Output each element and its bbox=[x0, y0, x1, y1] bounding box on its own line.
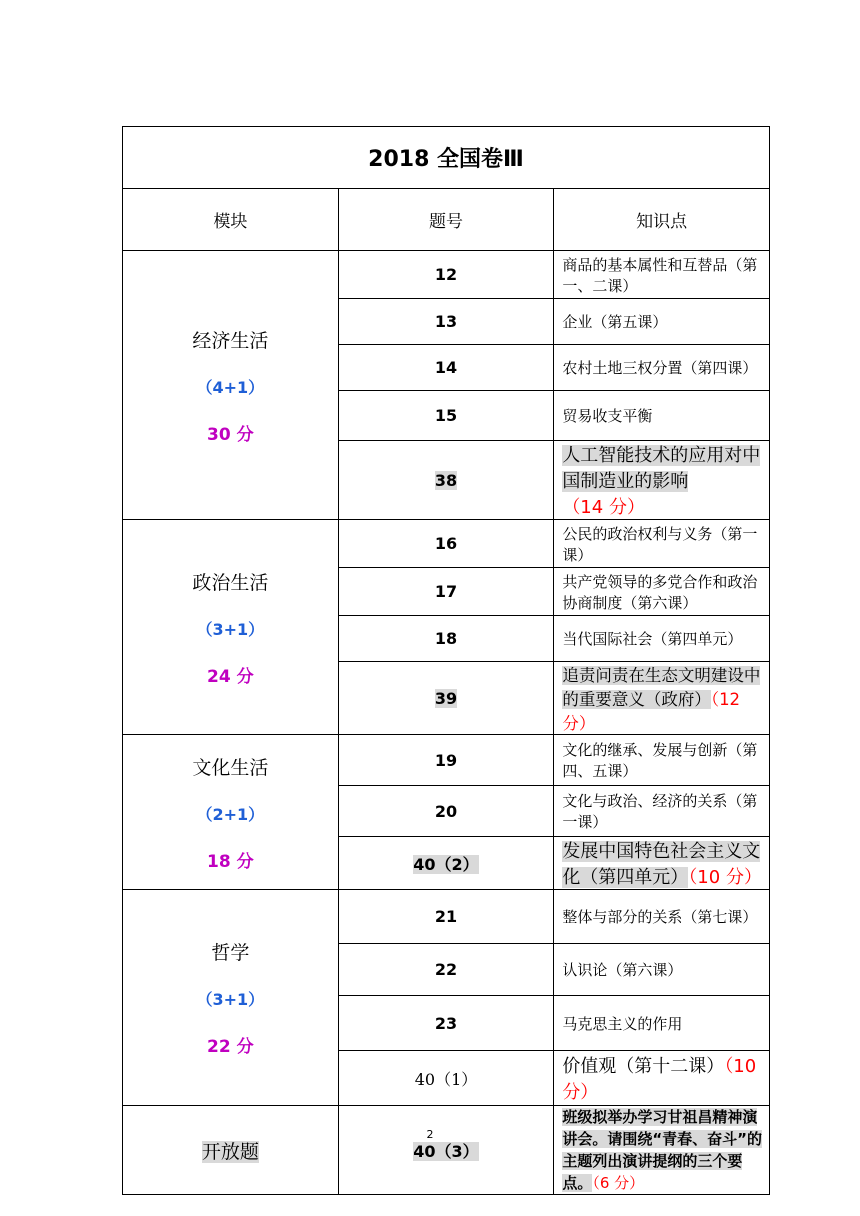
module-cell-philosophy bbox=[123, 890, 339, 1106]
highlighted-number: 40（3） bbox=[413, 1141, 479, 1161]
question-number: 14 bbox=[338, 345, 554, 391]
knowledge-point: 认识论（第六课） bbox=[554, 944, 770, 996]
knowledge-point: 整体与部分的关系（第七课） bbox=[554, 890, 770, 944]
module-name: 经济生活 bbox=[192, 329, 269, 352]
module-count: （3+1） bbox=[196, 619, 265, 639]
highlighted-number: 39 bbox=[434, 688, 458, 708]
points-label: （10 分） bbox=[688, 867, 762, 888]
knowledge-point: 马克思主义的作用 bbox=[554, 996, 770, 1051]
module-count: （3+1） bbox=[196, 990, 265, 1009]
header-module: 模块 bbox=[123, 189, 339, 251]
major-question-text: 人工智能技术的应用对中国制造业的影响 bbox=[562, 445, 761, 492]
question-number: 16 bbox=[338, 520, 554, 568]
header-knowledge: 知识点 bbox=[554, 189, 770, 251]
points-label: （14 分） bbox=[562, 497, 645, 518]
knowledge-point: 企业（第五课） bbox=[554, 299, 770, 345]
header-number: 题号 bbox=[338, 189, 554, 251]
module-cell-culture bbox=[123, 735, 339, 890]
knowledge-point: 商品的基本属性和互替品（第一、二课） bbox=[554, 251, 770, 299]
knowledge-point-major bbox=[554, 1051, 770, 1106]
question-number-major: 40（1） bbox=[338, 1051, 554, 1106]
question-number: 15 bbox=[338, 391, 554, 441]
knowledge-point: 文化与政治、经济的关系（第一课） bbox=[554, 786, 770, 837]
knowledge-point: 贸易收支平衡 bbox=[554, 391, 770, 441]
knowledge-point-major bbox=[554, 441, 770, 520]
knowledge-point-major bbox=[554, 837, 770, 890]
knowledge-point: 共产党领导的多党合作和政治协商制度（第六课） bbox=[554, 568, 770, 616]
page-number: 2 bbox=[426, 1128, 434, 1141]
highlighted-number: 40（2） bbox=[413, 854, 479, 874]
knowledge-point: 农村土地三权分置（第四课） bbox=[554, 345, 770, 391]
points-label: （6 分） bbox=[592, 1174, 645, 1192]
module-name: 开放题 bbox=[201, 1140, 259, 1163]
knowledge-point-major bbox=[554, 662, 770, 735]
question-number: 18 bbox=[338, 616, 554, 662]
question-number: 17 bbox=[338, 568, 554, 616]
knowledge-point-major bbox=[554, 1106, 770, 1195]
question-number-major bbox=[338, 1106, 554, 1195]
question-number: 12 bbox=[338, 251, 554, 299]
major-question-text: 班级拟举办学习甘祖昌精神演讲会。请围绕“青春、奋斗”的主题列出演讲提纲的三个要点。 bbox=[562, 1108, 763, 1192]
module-cell-economy bbox=[123, 251, 339, 520]
table-title: 2018 全国卷Ⅲ bbox=[123, 127, 770, 189]
question-number-major bbox=[338, 662, 554, 735]
exam-table bbox=[122, 126, 770, 1195]
knowledge-point: 公民的政治权利与义务（第一课） bbox=[554, 520, 770, 568]
major-question-text: 价值观（第十二课） bbox=[562, 1056, 725, 1077]
question-number: 19 bbox=[338, 735, 554, 786]
major-question-text: 追责问责在生态文明建设中的重要意义（政府） bbox=[562, 666, 761, 709]
knowledge-point: 文化的继承、发展与创新（第四、五课） bbox=[554, 735, 770, 786]
question-number: 22 bbox=[338, 944, 554, 996]
question-number-major bbox=[338, 441, 554, 520]
module-cell-open bbox=[123, 1106, 339, 1195]
module-name: 哲学 bbox=[211, 942, 250, 964]
module-score: 22 分 bbox=[207, 1037, 254, 1057]
module-name: 文化生活 bbox=[192, 756, 269, 779]
question-number: 23 bbox=[338, 996, 554, 1051]
knowledge-point: 当代国际社会（第四单元） bbox=[554, 616, 770, 662]
points-label: （10 分） bbox=[562, 1056, 757, 1103]
question-number-major bbox=[338, 837, 554, 890]
major-question-text: 发展中国特色社会主义文化（第四单元） bbox=[562, 841, 761, 888]
question-number: 21 bbox=[338, 890, 554, 944]
question-number: 20 bbox=[338, 786, 554, 837]
module-count: （2+1） bbox=[196, 804, 265, 824]
points-label: （12 分） bbox=[562, 690, 741, 733]
highlighted-number: 38 bbox=[434, 470, 458, 490]
module-cell-politics bbox=[123, 520, 339, 735]
question-number: 13 bbox=[338, 299, 554, 345]
module-score: 30 分 bbox=[207, 424, 254, 445]
module-score: 18 分 bbox=[207, 851, 254, 872]
module-count: （4+1） bbox=[196, 377, 265, 397]
module-name: 政治生活 bbox=[192, 571, 269, 594]
module-score: 24 分 bbox=[207, 666, 254, 687]
